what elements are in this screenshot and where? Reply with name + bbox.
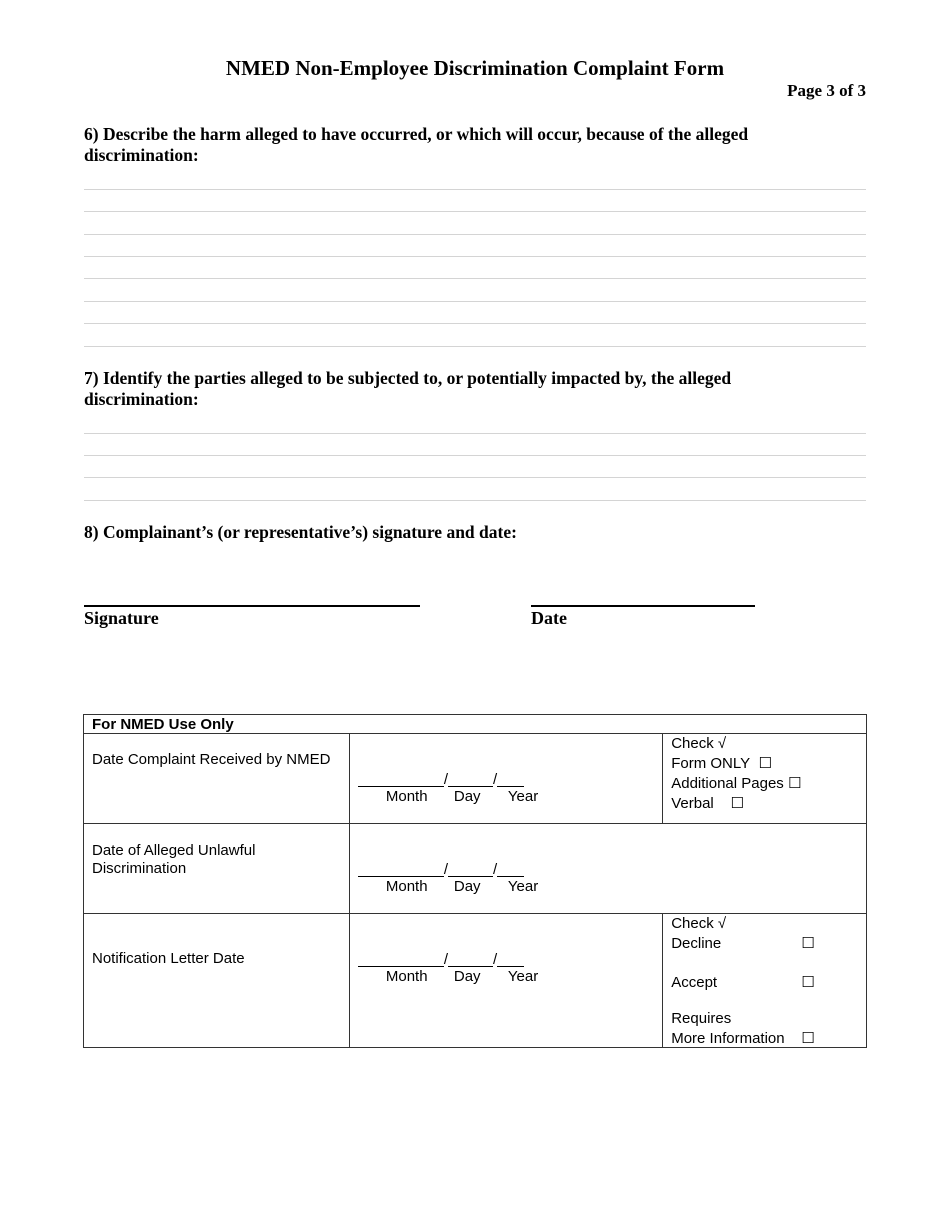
check-title: Check √ bbox=[671, 735, 727, 752]
answer-line bbox=[84, 346, 866, 347]
question-7-label: 7) Identify the parties alleged to be subjected to, or potentially impacted by, the alleged discrimination: bbox=[84, 368, 732, 409]
date-line[interactable] bbox=[531, 605, 755, 607]
answer-line bbox=[84, 278, 866, 279]
answer-line bbox=[84, 189, 866, 190]
answer-line bbox=[84, 256, 866, 257]
day-label: Day bbox=[453, 788, 481, 805]
decision-checks bbox=[663, 914, 867, 1048]
page-number: Page 3 of 3 bbox=[787, 81, 866, 100]
signature-line[interactable] bbox=[84, 605, 420, 607]
check-title: Check √ bbox=[671, 915, 727, 932]
answer-line bbox=[84, 500, 866, 501]
day-label: Day bbox=[453, 878, 481, 895]
answer-line bbox=[84, 433, 866, 434]
table-row bbox=[84, 824, 867, 914]
receipt-type-checks bbox=[663, 734, 867, 824]
question-6-label: 6) Describe the harm alleged to have occurred, or which will occur, because of the alleged discrimination: bbox=[84, 124, 749, 165]
row-label: Date Complaint Received by NMED bbox=[84, 734, 350, 824]
checkbox-form-only[interactable]: Form ONLY ☐ bbox=[671, 755, 772, 772]
checkbox-accept[interactable]: Accept ☐ bbox=[671, 974, 815, 991]
page-title: NMED Non-Employee Discrimination Complaint Form bbox=[225, 56, 725, 80]
notification-letter-date-field[interactable]: / / Month Day Year bbox=[349, 914, 662, 1048]
month-label: Month bbox=[385, 788, 428, 805]
nmed-use-only-table bbox=[83, 714, 867, 1048]
date-alleged-discrimination-field[interactable]: / / Month Day Year bbox=[349, 824, 866, 914]
checkbox-verbal[interactable]: Verbal ☐ bbox=[671, 795, 744, 812]
checkbox-requires-more-information[interactable]: Requires More Information ☐ bbox=[671, 1010, 815, 1047]
row-label: Notification Letter Date bbox=[84, 914, 350, 1048]
day-label: Day bbox=[453, 968, 481, 985]
answer-line bbox=[84, 455, 866, 456]
signature-label: Signature bbox=[84, 608, 159, 628]
answer-line bbox=[84, 234, 866, 235]
month-label: Month bbox=[385, 968, 428, 985]
table-row bbox=[84, 734, 867, 824]
question-8-label: 8) Complainant’s (or representative’s) signature and date: bbox=[84, 522, 517, 542]
answer-line bbox=[84, 477, 866, 478]
checkbox-decline[interactable]: Decline ☐ bbox=[671, 935, 815, 952]
answer-line bbox=[84, 211, 866, 212]
year-label: Year bbox=[507, 788, 539, 805]
answer-line bbox=[84, 301, 866, 302]
date-label: Date bbox=[531, 608, 567, 628]
year-label: Year bbox=[507, 878, 539, 895]
table-row bbox=[84, 914, 867, 1048]
year-label: Year bbox=[507, 968, 539, 985]
month-label: Month bbox=[385, 878, 428, 895]
answer-line bbox=[84, 323, 866, 324]
table-header: For NMED Use Only bbox=[84, 715, 867, 734]
checkbox-additional-pages[interactable]: Additional Pages ☐ bbox=[671, 775, 802, 792]
row-label: Date of Alleged Unlawful Discrimination bbox=[84, 824, 350, 914]
date-received-field[interactable]: / / Month Day Year bbox=[349, 734, 662, 824]
